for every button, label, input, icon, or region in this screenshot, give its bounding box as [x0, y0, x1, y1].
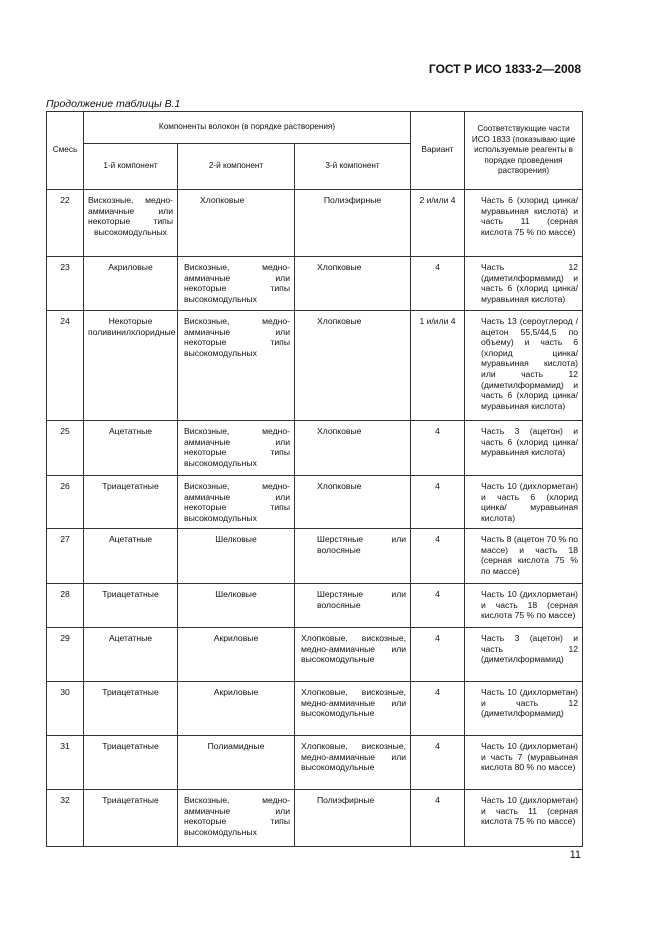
row-component-3: Хлопковые, вискозные, медно-аммиачные или высокомодульные — [301, 687, 407, 719]
header-components-group: Компоненты волокон (в порядке растворения) — [84, 112, 411, 144]
row-component-1: Ацетатные — [108, 534, 153, 544]
row-mix-number: 23 — [60, 262, 70, 272]
page-number: 11 — [569, 849, 581, 861]
row-iso-parts: Часть 6 (хлорид цинка/муравьиная кислота) и часть 11 (серная кислота 75 % по массе) — [481, 195, 579, 237]
table-row — [47, 311, 583, 421]
row-component-2: Вискозные, медно-аммиачные или некоторые типы высокомодульных — [184, 316, 290, 358]
header-component-2: 2-й компонент — [178, 144, 295, 190]
row-mix-number: 29 — [60, 633, 70, 643]
row-component-3: Хлопковые — [317, 426, 362, 436]
row-iso-parts: Часть 12 (диметилформамид) и часть 6 (хлорид цинка/муравьиная кислота) — [481, 262, 579, 304]
row-variant: 4 — [435, 426, 440, 436]
row-variant: 4 — [435, 481, 440, 491]
row-component-3: Хлопковые, вискозные, медно-аммиачные или высокомодульные — [301, 741, 407, 773]
table-row — [47, 257, 583, 311]
table-row — [47, 736, 583, 790]
row-component-2: Вискозные, медно-аммиачные или некоторые типы высокомодульных — [184, 262, 290, 304]
row-component-3: Хлопковые — [317, 481, 362, 491]
row-component-2: Вискозные, медно-аммиачные или некоторые типы высокомодульных — [184, 426, 290, 468]
document-standard-header: ГОСТ Р ИСО 1833-2—2008 — [428, 62, 581, 76]
row-variant: 4 — [435, 534, 440, 544]
row-component-3: Хлопковые — [317, 262, 362, 272]
row-mix-number: 27 — [60, 534, 70, 544]
row-component-2: Акриловые — [213, 633, 259, 643]
row-variant: 4 — [435, 262, 440, 272]
row-iso-parts: Часть 13 (сероуглерод /ацетон 55,5/44,5 по объему) и часть 6 (хлорид цинка/муравьиная кислота) или часть 12 (диметилформамид) и часть 6 (хлорид цинка/муравьиная кислота) — [481, 316, 579, 411]
table-row — [47, 790, 583, 847]
row-variant: 4 — [435, 795, 440, 805]
row-component-2: Шелковые — [215, 534, 257, 544]
row-component-1: Вискозные, медно-аммиачные или некоторые типы высокомодульных — [88, 195, 173, 237]
row-component-1: Триацетатные — [102, 481, 159, 491]
row-mix-number: 25 — [60, 426, 70, 436]
row-variant: 4 — [435, 633, 440, 643]
row-component-1: Некоторые поливинилхлоридные — [88, 316, 176, 337]
row-component-1: Триацетатные — [102, 741, 159, 751]
row-component-1: Ацетатные — [108, 633, 153, 643]
row-iso-parts: Часть 3 (ацетон) и часть 12 (диметилформамид) — [481, 633, 579, 665]
table-row — [47, 190, 583, 257]
row-mix-number: 26 — [60, 481, 70, 491]
row-component-3: Шерстяные или волосяные — [317, 534, 407, 555]
row-variant: 4 — [435, 687, 440, 697]
row-mix-number: 32 — [60, 795, 70, 805]
row-iso-parts: Часть 10 (дихлорметан) и часть 11 (серная кислота 75 % по массе) — [481, 795, 579, 827]
table-row — [47, 529, 583, 584]
row-component-1: Триацетатные — [102, 795, 159, 805]
row-component-2: Вискозные, медно-аммиачные или некоторые типы высокомодульных — [184, 481, 290, 523]
row-component-1: Триацетатные — [102, 687, 159, 697]
row-iso-parts: Часть 3 (ацетон) и часть 6 (хлорид цинка/муравьиная кислота) — [481, 426, 579, 458]
row-iso-parts: Часть 10 (дихлорметан) и часть 18 (серная кислота 75 % по массе) — [481, 589, 579, 621]
table-row — [47, 628, 583, 682]
row-variant: 1 и/или 4 — [419, 316, 456, 326]
header-component-3: 3-й компонент — [295, 144, 411, 190]
header-mix: Смесь — [47, 112, 84, 190]
row-component-1: Триацетатные — [102, 589, 159, 599]
row-variant: 2 и/или 4 — [419, 195, 456, 205]
table-row — [47, 682, 583, 736]
row-iso-parts: Часть 8 (ацетон 70 % по массе) и часть 18 (серная кислота 75 % по массе) — [481, 534, 579, 576]
table-row — [47, 421, 583, 476]
row-component-1: Ацетатные — [108, 426, 153, 436]
table-caption: Продолжение таблицы В.1 — [46, 98, 181, 110]
row-iso-parts: Часть 10 (дихлорметан) и часть 12 (диметилформамид) — [481, 687, 579, 719]
row-variant: 4 — [435, 741, 440, 751]
row-mix-number: 28 — [60, 589, 70, 599]
row-mix-number: 24 — [60, 316, 70, 326]
header-component-1: 1-й компонент — [84, 144, 178, 190]
row-variant: 4 — [435, 589, 440, 599]
row-component-2: Вискозные, медно-аммиачные или некоторые типы высокомодульных — [184, 795, 290, 837]
row-mix-number: 30 — [60, 687, 70, 697]
fiber-mixtures-table — [46, 111, 583, 847]
table-row — [47, 476, 583, 529]
row-iso-parts: Часть 10 (дихлорметан) и часть 6 (хлорид цинка/ муравьиная кислота) — [481, 481, 579, 523]
row-component-2: Шелковые — [215, 589, 257, 599]
row-mix-number: 31 — [60, 741, 70, 751]
row-component-3: Хлопковые — [317, 316, 362, 326]
row-component-2: Полиамидные — [207, 741, 265, 751]
row-iso-parts: Часть 10 (дихлорметан) и часть 7 (муравьиная кислота 80 % по массе) — [481, 741, 579, 773]
header-variant: Вариант — [411, 112, 465, 190]
table-row — [47, 584, 583, 628]
row-mix-number: 22 — [60, 195, 70, 205]
row-component-1: Акриловые — [108, 262, 153, 272]
row-component-3: Полиэфирные — [317, 795, 375, 805]
row-component-3: Шерстяные или волосяные — [317, 589, 407, 610]
row-component-2: Хлопковые — [200, 195, 245, 205]
row-component-3: Хлопковые, вискозные, медно-аммиачные или высокомодульные — [301, 633, 407, 665]
header-iso-parts: Соответствующие части ИСО 1833 (показываю щие используемые реагенты в порядке проведения растворения) — [465, 112, 583, 190]
row-component-2: Акриловые — [213, 687, 259, 697]
row-component-3: Полиэфирные — [323, 195, 382, 205]
